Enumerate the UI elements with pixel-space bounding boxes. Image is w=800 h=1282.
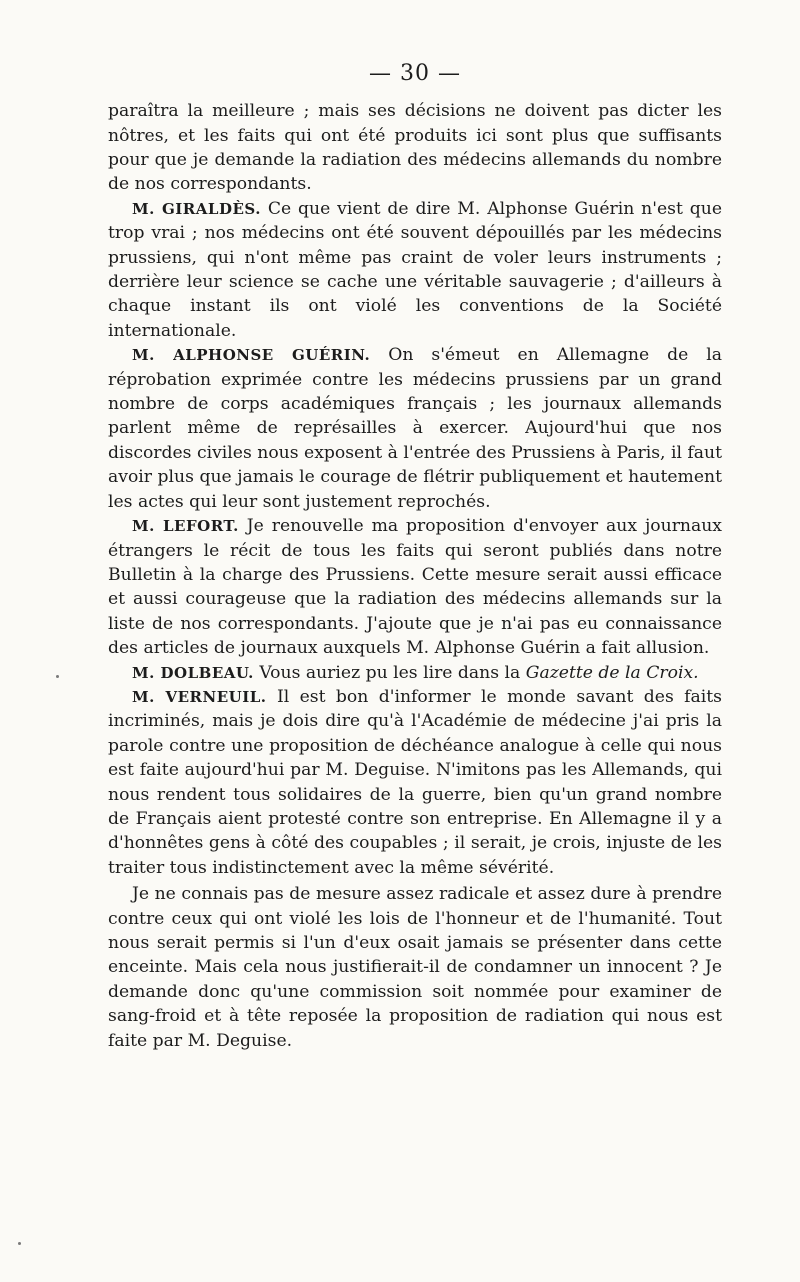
speaker-giraldes: M. GIRALDÈS.: [132, 199, 261, 218]
paragraph-text: Vous auriez pu les lire dans la: [259, 662, 521, 683]
paragraph-text: paraîtra la meilleure ; mais ses décisions ne doivent pas dicter les nôtres, et les faits qui ont été produits ici sont plus que suffisants pour que je demande la radiation des médecins allemands du nombre de nos correspondants.: [108, 101, 722, 195]
paragraph-text: Je ne connais pas de mesure assez radicale et assez dure à prendre contre ceux qui ont violé les lois de l'honneur et de l'humanité. Tout nous serait permis si l'un d'eux osait jamais se présenter dans cette enceinte. Mais cela nous justifierait-il de condamner un innocent ? Je demande donc qu'une commission soit nommée pour examiner de sang-froid et à tête reposée la proposition de radiation qui nous est faite par M. Deguise.: [108, 884, 722, 1051]
paragraph-conclusion: [108, 882, 722, 1053]
paragraph-text: On s'émeut en Allemagne de la réprobation exprimée contre les médecins prussiens par un grand nombre de corps académiques français ; les journaux allemands parlent même de représailles à exercer. Aujourd'hui que nos discordes civiles nous exposent à l'entrée des Prussiens à Paris, il faut avoir plus que jamais le courage de flétrir publiquement et hautement les actes qui leur sont justement reprochés.: [108, 345, 722, 512]
paragraph-verneuil: [108, 685, 722, 880]
journal-title: Gazette de la Croix.: [525, 662, 699, 683]
book-page: [108, 62, 722, 1053]
paragraph-lefort: [108, 514, 722, 660]
print-speck: [56, 675, 59, 678]
speaker-alphonse-guerin: M. ALPHONSE GUÉRIN.: [132, 346, 371, 365]
speaker-verneuil: M. VERNEUIL.: [132, 687, 267, 706]
paragraph-text: Je renouvelle ma proposition d'envoyer aux journaux étrangers le récit de tous les faits qui seront publiés dans notre Bulletin à la charge des Prussiens. Cette mesure serait aussi efficace et aussi courageuse que la radiation des médecins allemands sur la liste de nos correspondants. J'ajoute que je n'ai pas eu connaissance des articles de journaux auxquels M. Alphonse Guérin a fait allusion.: [108, 516, 723, 659]
paragraph-giraldes: [108, 197, 722, 343]
paragraph-continuation: [108, 99, 722, 197]
page-number: — 30 —: [369, 61, 461, 86]
paragraph-dolbeau: [108, 661, 722, 685]
paragraph-alphonse-guerin: [108, 343, 722, 514]
paragraph-text: Ce que vient de dire M. Alphonse Guérin n'est que trop vrai ; nos médecins ont été souvent dépouillés par les médecins prussiens, qui n'ont même pas craint de voler leurs instruments ; derrière leur science se cache une véritable sauvagerie ; d'ailleurs à chaque instant ils ont violé les conventions de la Société internationale.: [108, 198, 722, 341]
speaker-lefort: M. LEFORT.: [132, 517, 239, 536]
paragraph-text: Il est bon d'informer le monde savant des faits incriminés, mais je dois dire qu'à l'Académie de médecine j'ai pris la parole contre une proposition de déchéance analogue à celle qui nous est faite aujourd'hui par M. Deguise. N'imitons pas les Allemands, qui nous rendent tous solidaires de la guerre, bien qu'un grand nombre de Français aient protesté contre son entreprise. En Allemagne il y a d'honnêtes gens à côté des coupables ; il serait, je crois, injuste de les traiter tous indistinctement avec la même sévérité.: [108, 686, 722, 878]
speaker-dolbeau: M. DOLBEAU.: [132, 663, 254, 682]
print-speck: [18, 1242, 21, 1245]
